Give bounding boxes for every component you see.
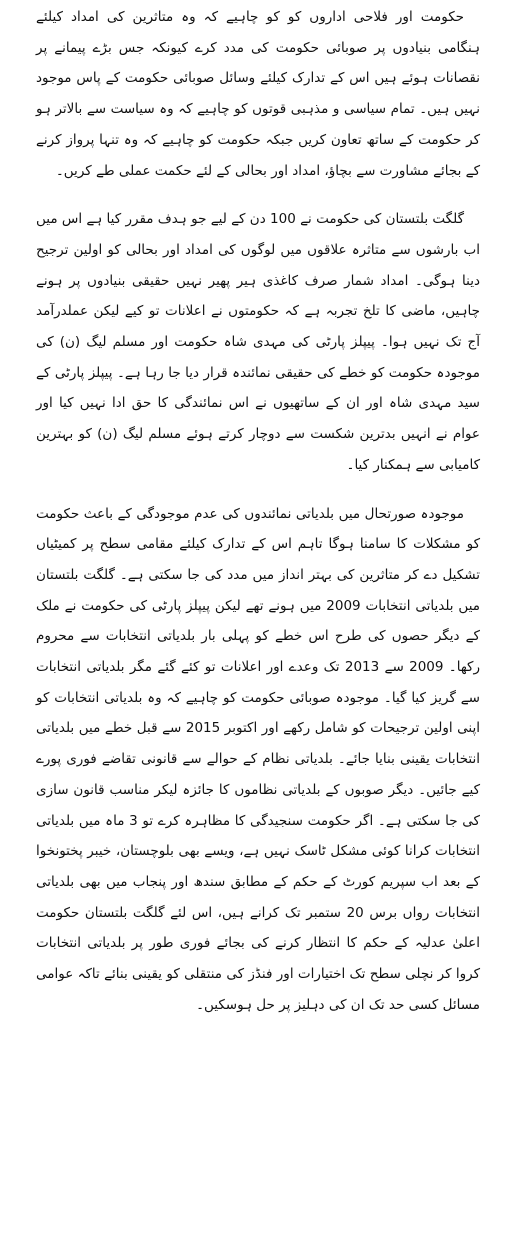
paragraph-flood-relief: حکومت اور فلاحی اداروں کو کو چاہیے کہ وہ متاثرین کی امداد کیلئے ہنگامی بنیادوں پر صوبائی حکومت کی مدد کرے کیونکہ جس بڑے پیمانے پر نقصانات ہوئے ہیں اس کے تدارک کیلئے وسائل صوبائی حکومت کے پاس موجود نہیں ہیں۔ تمام سیاسی و مذہبی قوتوں کو چاہیے کہ وہ سیاست سے بالاتر ہو کر حکومت کے ساتھ تعاون کریں جبکہ حکومت کو چاہیے کہ وہ تنہا پرواز کرنے کے بجائے مشاورت سے بچاؤ، امداد اور بحالی کے لئے حکمت عملی طے کریں۔ [36,9,480,179]
paragraph-local-elections: موجودہ صورتحال میں بلدیاتی نمائندوں کی عدم موجودگی کے باعث حکومت کو مشکلات کا سامنا ہوگا تاہم اس کے تدارک کیلئے مقامی سطح پر کمیٹیاں تشکیل دے کر متاثرین کی بہتر انداز میں مدد کی جا سکتی ہے۔ گلگت بلتستان میں بلدیاتی انتخابات 2009 میں ہونے تھے لیکن پیپلز پارٹی کی حکومت نے ملک کے دیگر حصوں کی طرح اس خطے کو پہلی بار بلدیاتی انتخابات سے محروم رکھا۔ 2009 سے 2013 تک وعدے اور اعلانات تو کئے گئے مگر بلدیاتی انتخابات سے گریز کیا گیا۔ موجودہ صوبائی حکومت کو چاہیے کہ وہ بلدیاتی انتخابات کو اپنی اولین ترجیحات کو شامل رکھے اور اکتوبر 2015 سے قبل خطے میں بلدیاتی انتخابات یقینی بنایا جائے۔ بلدیاتی نظام کے حوالے سے قانونی تقاضے فوری پورے کیے جائیں۔ دیگر صوبوں کے بلدیاتی نظاموں کا جائزہ لیکر مناسب قانون سازی کی جا سکتی ہے۔ اگر حکومت سنجیدگی کا مظاہرہ کرے تو 3 ماہ میں بلدیاتی انتخابات کرانا کوئی مشکل ٹاسک نہیں ہے، ویسے بھی بلوچستان، خیبر پختونخوا کے بعد اب سپریم کورٹ کے حکم کے مطابق سندھ اور پنجاب میں بھی بلدیاتی انتخابات رواں برس 20 ستمبر تک کرانے ہیں، اس لئے گلگت بلتستان حکومت اعلیٰ عدلیہ کے حکم کا انتظار کرنے کی بجائے فوری طور پر بلدیاتی انتخابات کروا کر نچلی سطح تک اختیارات اور فنڈز کی منتقلی کو یقینی بنائے تاکہ عوامی مسائل کسی حد تک ان کی دہلیز پر حل ہوسکیں۔ [36,505,480,1013]
paragraph-hundred-day-target: گلگت بلتستان کی حکومت نے 100 دن کے لیے جو ہدف مقرر کیا ہے اس میں اب بارشوں سے متاثرہ علاقوں میں لوگوں کی امداد اور بحالی کو اولین ترجیح دینا ہوگی۔ امداد شمار صرف کاغذی ہیر پھیر نہیں حقیقی بنیادوں پر ہونے چاہیں، ماضی کا تلخ تجربہ ہے کہ حکومتوں نے اعلانات تو کیے لیکن عملدرآمد آج تک نہیں ہوا۔ پیپلز پارٹی کی مہدی شاہ حکومت اور مسلم لیگ (ن) کی موجودہ حکومت کو خطے کی حقیقی نمائندہ قرار دیا جا رہا ہے۔ پیپلز پارٹی کے سید مہدی شاہ اور ان کے ساتھیوں نے اس نمائندگی کا حق ادا نہیں کیا اور عوام نے انہیں بدترین شکست سے دوچار کرتے ہوئے مسلم لیگ (ن) کو بہترین کامیابی سے ہمکنار کیا۔ [36,211,480,473]
article-body [36,2,480,1021]
